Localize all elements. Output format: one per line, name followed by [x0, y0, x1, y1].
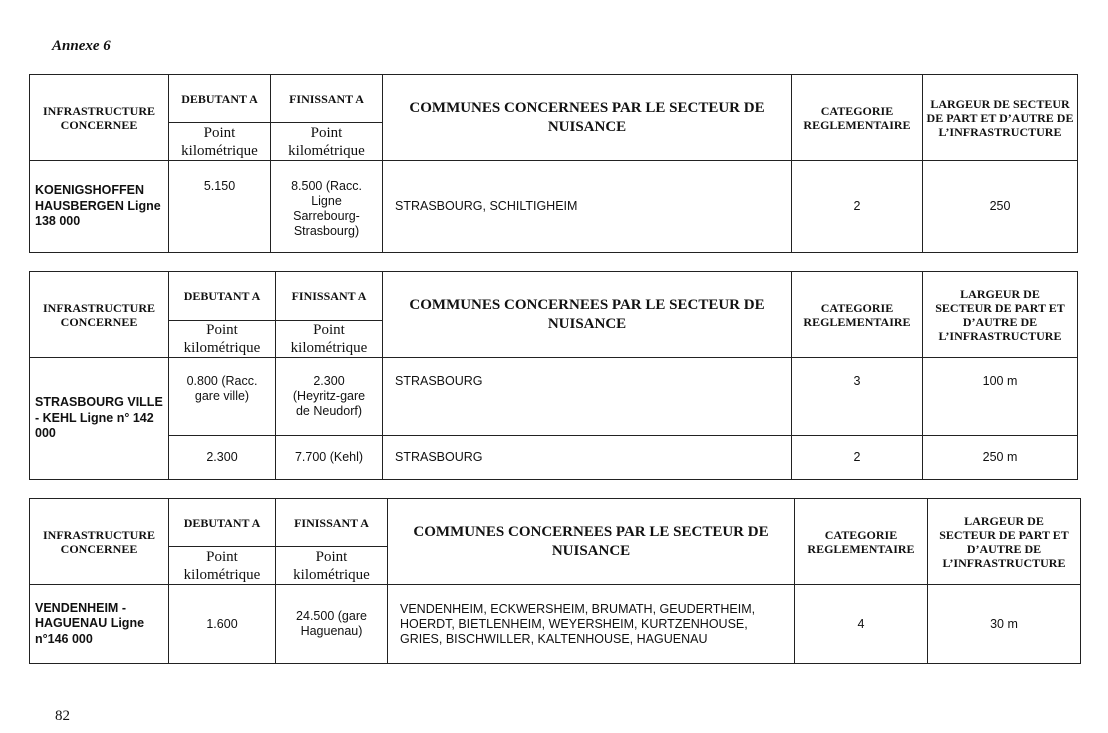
- debut-value: 1.600: [169, 585, 276, 664]
- fin-value: 2.300 (Heyritz-gare de Neudorf): [276, 358, 383, 436]
- infrastructure-name: KOENIGSHOFFEN HAUSBERGEN Ligne 138 000: [30, 161, 169, 253]
- header-largeur: LARGEUR DE SECTEUR DE PART ET D’AUTRE DE L’INFRASTRUCTURE: [923, 75, 1078, 161]
- header-finissant: FINISSANT A: [276, 499, 388, 547]
- header-point-km-fin: Point kilométrique: [271, 123, 383, 161]
- table-vendenheim-haguenau: [29, 498, 1081, 664]
- largeur-value: 250 m: [923, 436, 1078, 480]
- categorie-value: 4: [795, 585, 928, 664]
- categorie-value: 2: [792, 161, 923, 253]
- largeur-value: 100 m: [923, 358, 1078, 436]
- categorie-value: 2: [792, 436, 923, 480]
- header-debutant: DEBUTANT A: [169, 499, 276, 547]
- header-infrastructure: INFRASTRUCTURE CONCERNEE: [30, 75, 169, 161]
- debut-value: 2.300: [169, 436, 276, 480]
- infrastructure-name: VENDENHEIM - HAGUENAU Ligne n°146 000: [30, 585, 169, 664]
- header-point-km-debut: Point kilométrique: [169, 321, 276, 358]
- header-infrastructure: INFRASTRUCTURE CONCERNEE: [30, 272, 169, 358]
- header-debutant: DEBUTANT A: [169, 75, 271, 123]
- header-categorie: CATEGORIE REGLEMENTAIRE: [795, 499, 928, 585]
- header-finissant: FINISSANT A: [276, 272, 383, 321]
- header-communes: COMMUNES CONCERNEES PAR LE SECTEUR DE NUISANCE: [383, 75, 792, 161]
- table-koenigshoffen: [29, 74, 1078, 253]
- header-point-km-fin: Point kilométrique: [276, 321, 383, 358]
- header-largeur: LARGEUR DE SECTEUR DE PART ET D’AUTRE DE L’INFRASTRUCTURE: [923, 272, 1078, 358]
- header-finissant: FINISSANT A: [271, 75, 383, 123]
- largeur-value: 250: [923, 161, 1078, 253]
- communes-value: STRASBOURG, SCHILTIGHEIM: [383, 161, 792, 253]
- header-communes: COMMUNES CONCERNEES PAR LE SECTEUR DE NUISANCE: [383, 272, 792, 358]
- header-point-km-fin: Point kilométrique: [276, 547, 388, 585]
- largeur-value: 30 m: [928, 585, 1081, 664]
- fin-value: 7.700 (Kehl): [276, 436, 383, 480]
- header-largeur: LARGEUR DE SECTEUR DE PART ET D’AUTRE DE L’INFRASTRUCTURE: [928, 499, 1081, 585]
- categorie-value: 3: [792, 358, 923, 436]
- communes-value: VENDENHEIM, ECKWERSHEIM, BRUMATH, GEUDERTHEIM, HOERDT, BIETLENHEIM, WEYERSHEIM, KURTZENHOUSE, GRIES, BISCHWILLER, KALTENHOUSE, HAGUENAU: [388, 585, 795, 664]
- debut-value: 0.800 (Racc. gare ville): [169, 358, 276, 436]
- header-communes: COMMUNES CONCERNEES PAR LE SECTEUR DE NUISANCE: [388, 499, 795, 585]
- communes-value: STRASBOURG: [383, 436, 792, 480]
- header-infrastructure: INFRASTRUCTURE CONCERNEE: [30, 499, 169, 585]
- fin-value: 24.500 (gare Haguenau): [276, 585, 388, 664]
- header-point-km-debut: Point kilométrique: [169, 547, 276, 585]
- table-strasbourg-kehl: [29, 271, 1078, 480]
- header-debutant: DEBUTANT A: [169, 272, 276, 321]
- page-number: 82: [55, 708, 70, 724]
- header-categorie: CATEGORIE REGLEMENTAIRE: [792, 75, 923, 161]
- debut-value: 5.150: [169, 161, 271, 253]
- header-point-km-debut: Point kilométrique: [169, 123, 271, 161]
- communes-value: STRASBOURG: [383, 358, 792, 436]
- fin-value: 8.500 (Racc. Ligne Sarrebourg-Strasbourg): [271, 161, 383, 253]
- infrastructure-name: STRASBOURG VILLE - KEHL Ligne n° 142 000: [30, 358, 169, 480]
- annex-label: Annexe 6: [52, 38, 111, 54]
- header-categorie: CATEGORIE REGLEMENTAIRE: [792, 272, 923, 358]
